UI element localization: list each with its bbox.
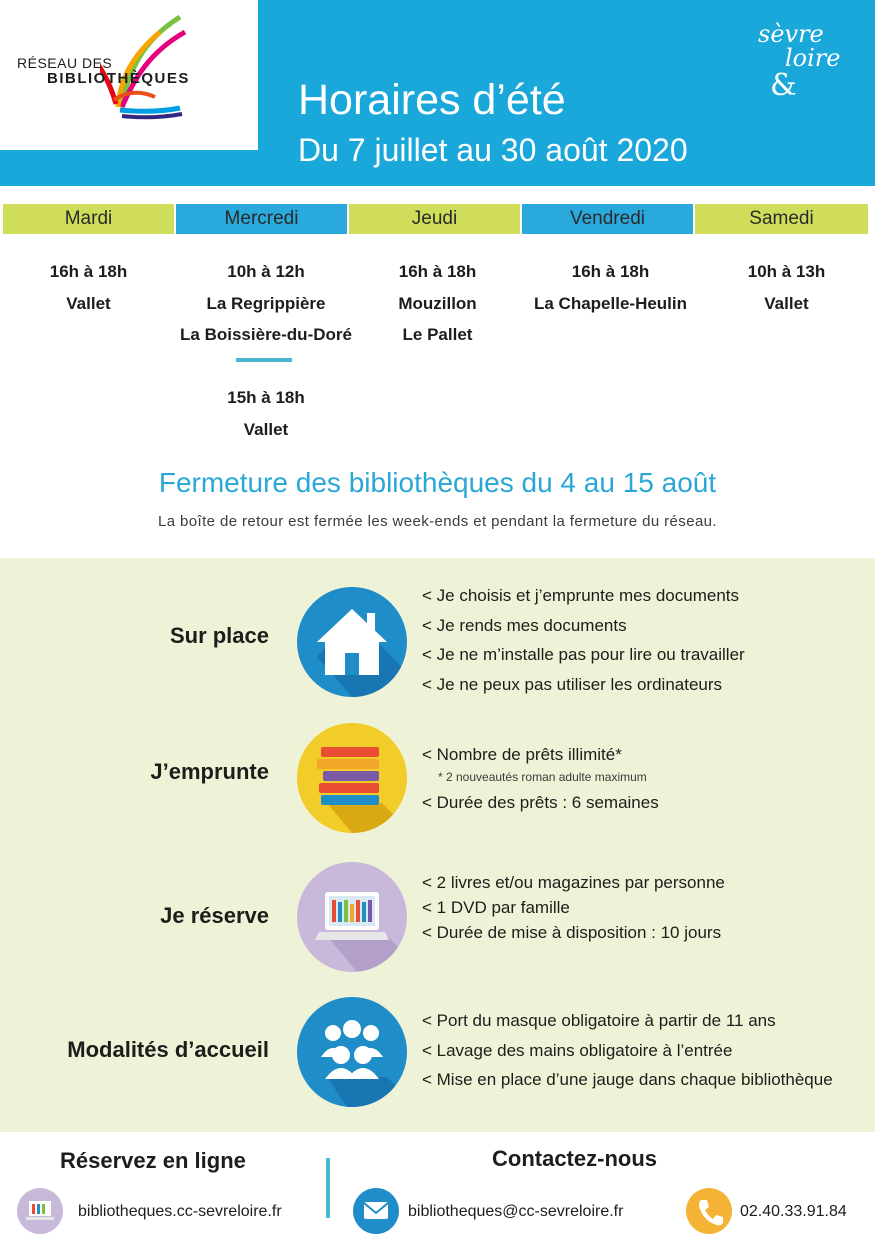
list-item: < 1 DVD par famille <box>422 898 570 917</box>
schedule-time: 15h à 18h <box>227 388 305 407</box>
schedule-vendredi <box>525 256 696 319</box>
envelope-icon <box>353 1188 399 1234</box>
list-item: < Mise en place d’une jauge dans chaque bibliothèque <box>422 1070 833 1089</box>
schedule-time: 16h à 18h <box>49 262 128 281</box>
reserve-online-title: Réservez en ligne <box>60 1148 246 1173</box>
section-label-emprunte: J’emprunte <box>150 759 269 784</box>
logo-ribbons-icon <box>100 12 190 122</box>
list-item: < Je ne peux pas utiliser les ordinateurs <box>422 674 723 694</box>
schedule-time: 16h à 18h <box>571 262 650 281</box>
schedule-place: Mouzillon <box>398 293 477 313</box>
schedule-mercredi <box>176 256 356 351</box>
schedule-time: 10h à 12h <box>227 262 305 281</box>
day-header-mardi: Mardi <box>3 204 174 234</box>
list-item: < Nombre de prêts illimité* <box>422 745 622 764</box>
day-header-samedi: Samedi <box>695 204 868 234</box>
list-item: < Port du masque obligatoire à partir de 11 ans <box>422 1011 776 1030</box>
catalog-link[interactable]: bibliotheques.cc-sevreloire.fr <box>78 1203 282 1220</box>
schedule-place: Vallet <box>243 419 289 439</box>
schedule-place: Vallet <box>66 293 111 313</box>
laptop-small-icon <box>17 1188 63 1234</box>
house-icon <box>297 587 407 697</box>
schedule-mardi <box>3 256 174 319</box>
schedule-samedi <box>701 256 872 319</box>
brand-ampersand: & <box>770 68 797 103</box>
sur-place-list <box>422 581 745 699</box>
schedule-place: La Boissière-du-Doré <box>180 325 352 344</box>
list-item: < Je choisis et j’emprunte mes documents <box>422 586 740 605</box>
footer-divider <box>326 1158 330 1218</box>
section-label-reserve: Je réserve <box>160 903 269 928</box>
list-item: < Je ne m’installe pas pour lire ou travailler <box>422 645 745 664</box>
laptop-icon <box>297 862 407 972</box>
closure-title: Fermeture des bibliothèques du 4 au 15 août <box>158 467 717 498</box>
brand-text-line2: loire <box>785 44 841 72</box>
sevre-loire-logo <box>752 20 852 103</box>
day-header-vendredi: Vendredi <box>522 204 693 234</box>
day-header-jeudi: Jeudi <box>349 204 520 234</box>
schedule-jeudi <box>352 256 523 351</box>
day-header-mercredi: Mercredi <box>176 204 347 234</box>
emprunte-list <box>422 740 659 817</box>
network-logo <box>0 0 258 150</box>
accueil-list <box>422 1006 833 1095</box>
schedule-place: La Chapelle-Heulin <box>533 293 688 313</box>
schedule-time: 10h à 13h <box>747 262 826 281</box>
section-label-accueil: Modalités d’accueil <box>67 1037 269 1062</box>
list-footnote: * 2 nouveautés roman adulte maximum <box>438 769 647 784</box>
contact-title: Contactez-nous <box>492 1146 657 1171</box>
email-link[interactable]: bibliotheques@cc-sevreloire.fr <box>408 1203 624 1220</box>
closure-note: La boîte de retour est fermée les week-ends et pendant la fermeture du réseau. <box>157 513 717 530</box>
header-banner <box>0 0 875 186</box>
list-item: < 2 livres et/ou magazines par personne <box>422 873 725 892</box>
list-item: < Durée des prêts : 6 semaines <box>422 792 659 812</box>
people-icon <box>297 997 407 1107</box>
logo-text-line2: BIBLIOTHÈQUES <box>47 70 190 87</box>
days-bar <box>3 204 872 234</box>
phone-icon <box>686 1188 732 1234</box>
schedule-place: Le Pallet <box>402 325 473 344</box>
page-title: Horaires d’été <box>298 76 566 124</box>
books-icon <box>297 723 407 833</box>
section-label-sur-place: Sur place <box>169 623 269 648</box>
logo-text-line1: RÉSEAU DES <box>17 55 113 71</box>
schedule-place: Vallet <box>764 293 809 313</box>
schedule-divider <box>236 358 292 362</box>
reserve-list <box>422 870 725 945</box>
schedule-place: La Regrippière <box>206 293 326 313</box>
phone-number[interactable]: 02.40.33.91.84 <box>740 1203 847 1220</box>
schedule-time: 16h à 18h <box>398 262 477 281</box>
list-item: < Durée de mise à disposition : 10 jours <box>422 923 722 942</box>
schedule-mercredi-afternoon <box>176 382 356 445</box>
brand-text-line1: sèvre <box>758 20 824 48</box>
list-item: < Lavage des mains obligatoire à l’entrée <box>422 1040 733 1060</box>
page-subtitle: Du 7 juillet au 30 août 2020 <box>298 132 688 168</box>
list-item: < Je rends mes documents <box>422 615 627 635</box>
